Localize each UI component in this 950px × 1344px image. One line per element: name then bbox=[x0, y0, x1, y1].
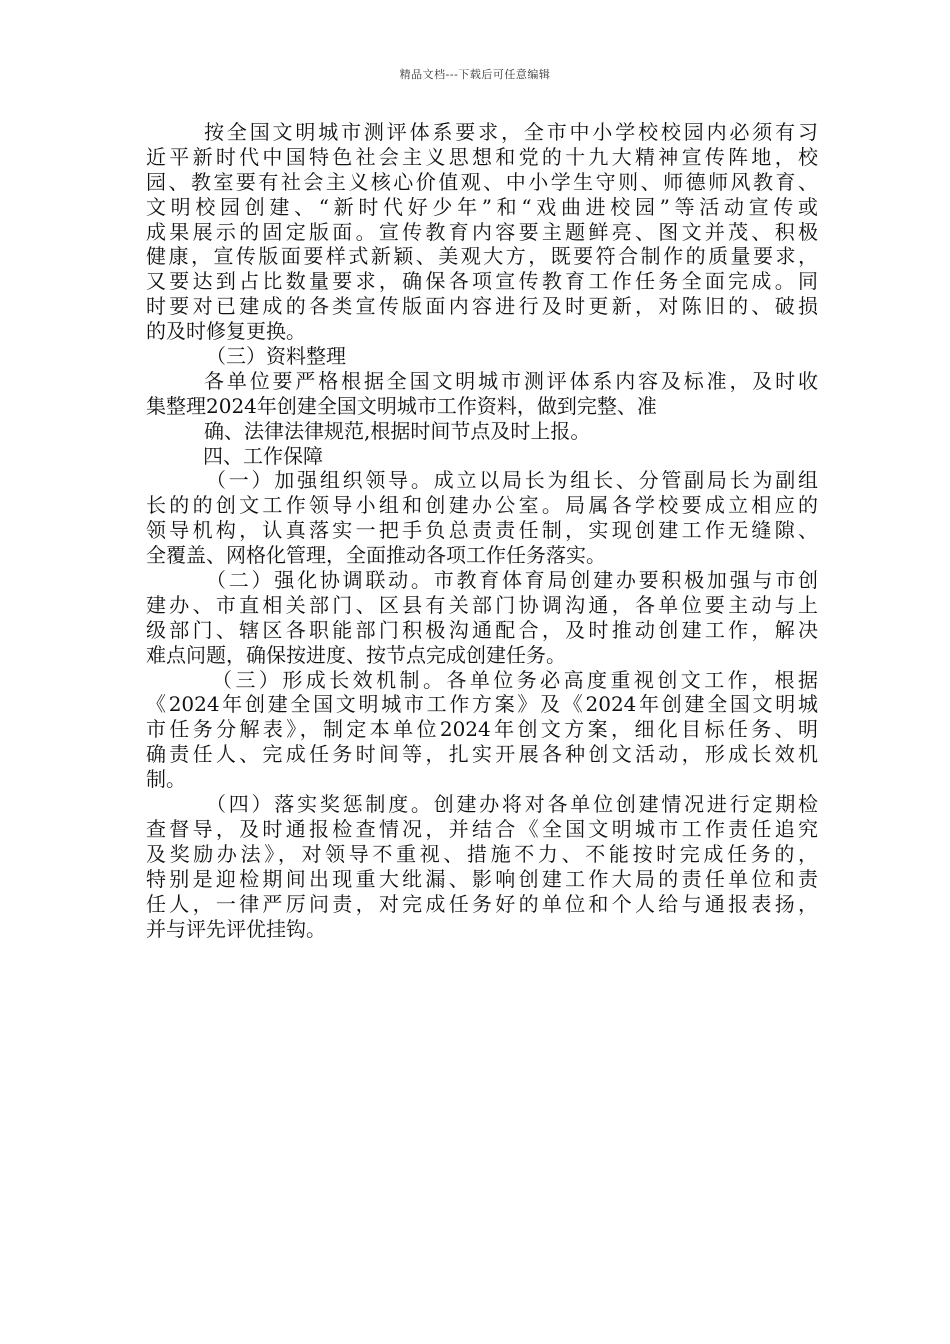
paragraph-line: 文明校园创建、“新时代好少年”和“戏曲进校园”等活动宣传或 bbox=[146, 194, 818, 219]
paragraph-line: 并与评先评优挂钩。 bbox=[146, 916, 326, 941]
paragraph-line: 时要对已建成的各类宣传版面内容进行及时更新，对陈旧的、破损 bbox=[146, 294, 818, 319]
page-header: 精品文档---下载后可任意编辑 bbox=[399, 68, 551, 81]
paragraph-line: 《2024年创建全国文明城市工作方案》及《2024年创建全国文明城 bbox=[146, 692, 818, 717]
section-heading: （三）资料整理 bbox=[206, 344, 346, 369]
paragraph-line: （三）形成长效机制。各单位务必高度重视创文工作，根据 bbox=[212, 667, 818, 692]
section-heading: 四、工作保障 bbox=[203, 443, 323, 468]
paragraph-line: 又要达到占比数量要求，确保各项宣传教育工作任务全面完成。同 bbox=[146, 269, 818, 294]
paragraph-line: 集整理2024年创建全国文明城市工作资料，做到完整、准 bbox=[146, 393, 657, 418]
paragraph-line: 及奖励办法》，对领导不重视、措施不力、不能按时完成任务的， bbox=[146, 841, 818, 866]
paragraph-line: 全覆盖、网格化管理，全面推动各项工作任务落实。 bbox=[146, 543, 606, 568]
paragraph-line: 级部门、辖区各职能部门积极沟通配合，及时推动创建工作，解决 bbox=[146, 617, 818, 642]
paragraph-line: 各单位要严格根据全国文明城市测评体系内容及标准，及时收 bbox=[204, 368, 818, 393]
paragraph-line: 健康，宣传版面要样式新颖、美观大方，既要符合制作的质量要求， bbox=[146, 244, 818, 269]
paragraph-line: 市任务分解表》，制定本单位2024年创文方案，细化目标任务、明 bbox=[146, 717, 818, 742]
paragraph-line: 领导机构，认真落实一把手负总责责任制，实现创建工作无缝隙、 bbox=[146, 518, 818, 543]
paragraph-line: 的及时修复更换。 bbox=[146, 319, 306, 344]
paragraph-line: 园、教室要有社会主义核心价值观、中小学生守则、师德师风教育、 bbox=[146, 169, 818, 194]
document-body bbox=[146, 120, 818, 941]
paragraph-line: 近平新时代中国特色社会主义思想和党的十九大精神宣传阵地，校 bbox=[146, 144, 818, 169]
paragraph-line: （二）强化协调联动。市教育体育局创建办要积极加强与市创 bbox=[206, 568, 818, 593]
paragraph-line: 按全国文明城市测评体系要求，全市中小学校校园内必须有习 bbox=[204, 120, 818, 144]
paragraph-line: 难点问题，确保按进度、按节点完成创建任务。 bbox=[146, 642, 566, 667]
paragraph-line: 任人，一律严厉问责，对完成任务好的单位和个人给与通报表扬， bbox=[146, 891, 818, 916]
paragraph-line: 确、法律法律规范,根据时间节点及时上报。 bbox=[204, 418, 591, 443]
paragraph-line: 确责任人、完成任务时间等，扎实开展各种创文活动，形成长效机 bbox=[146, 742, 818, 767]
paragraph-line: 特别是迎检期间出现重大纰漏、影响创建工作大局的责任单位和责 bbox=[146, 866, 818, 891]
paragraph-line: 长的的创文工作领导小组和创建办公室。局属各学校要成立相应的 bbox=[146, 493, 818, 518]
paragraph-line: （一）加强组织领导。成立以局长为组长、分管副局长为副组 bbox=[206, 468, 818, 493]
paragraph-line: 建办、市直相关部门、区县有关部门协调沟通，各单位要主动与上 bbox=[146, 592, 818, 617]
paragraph-line: （四）落实奖惩制度。创建办将对各单位创建情况进行定期检 bbox=[206, 792, 818, 817]
paragraph-line: 制。 bbox=[146, 767, 186, 792]
paragraph-line: 成果展示的固定版面。宣传教育内容要主题鲜亮、图文并茂、积极 bbox=[146, 219, 818, 244]
paragraph-line: 查督导，及时通报检查情况，并结合《全国文明城市工作责任追究 bbox=[146, 816, 818, 841]
